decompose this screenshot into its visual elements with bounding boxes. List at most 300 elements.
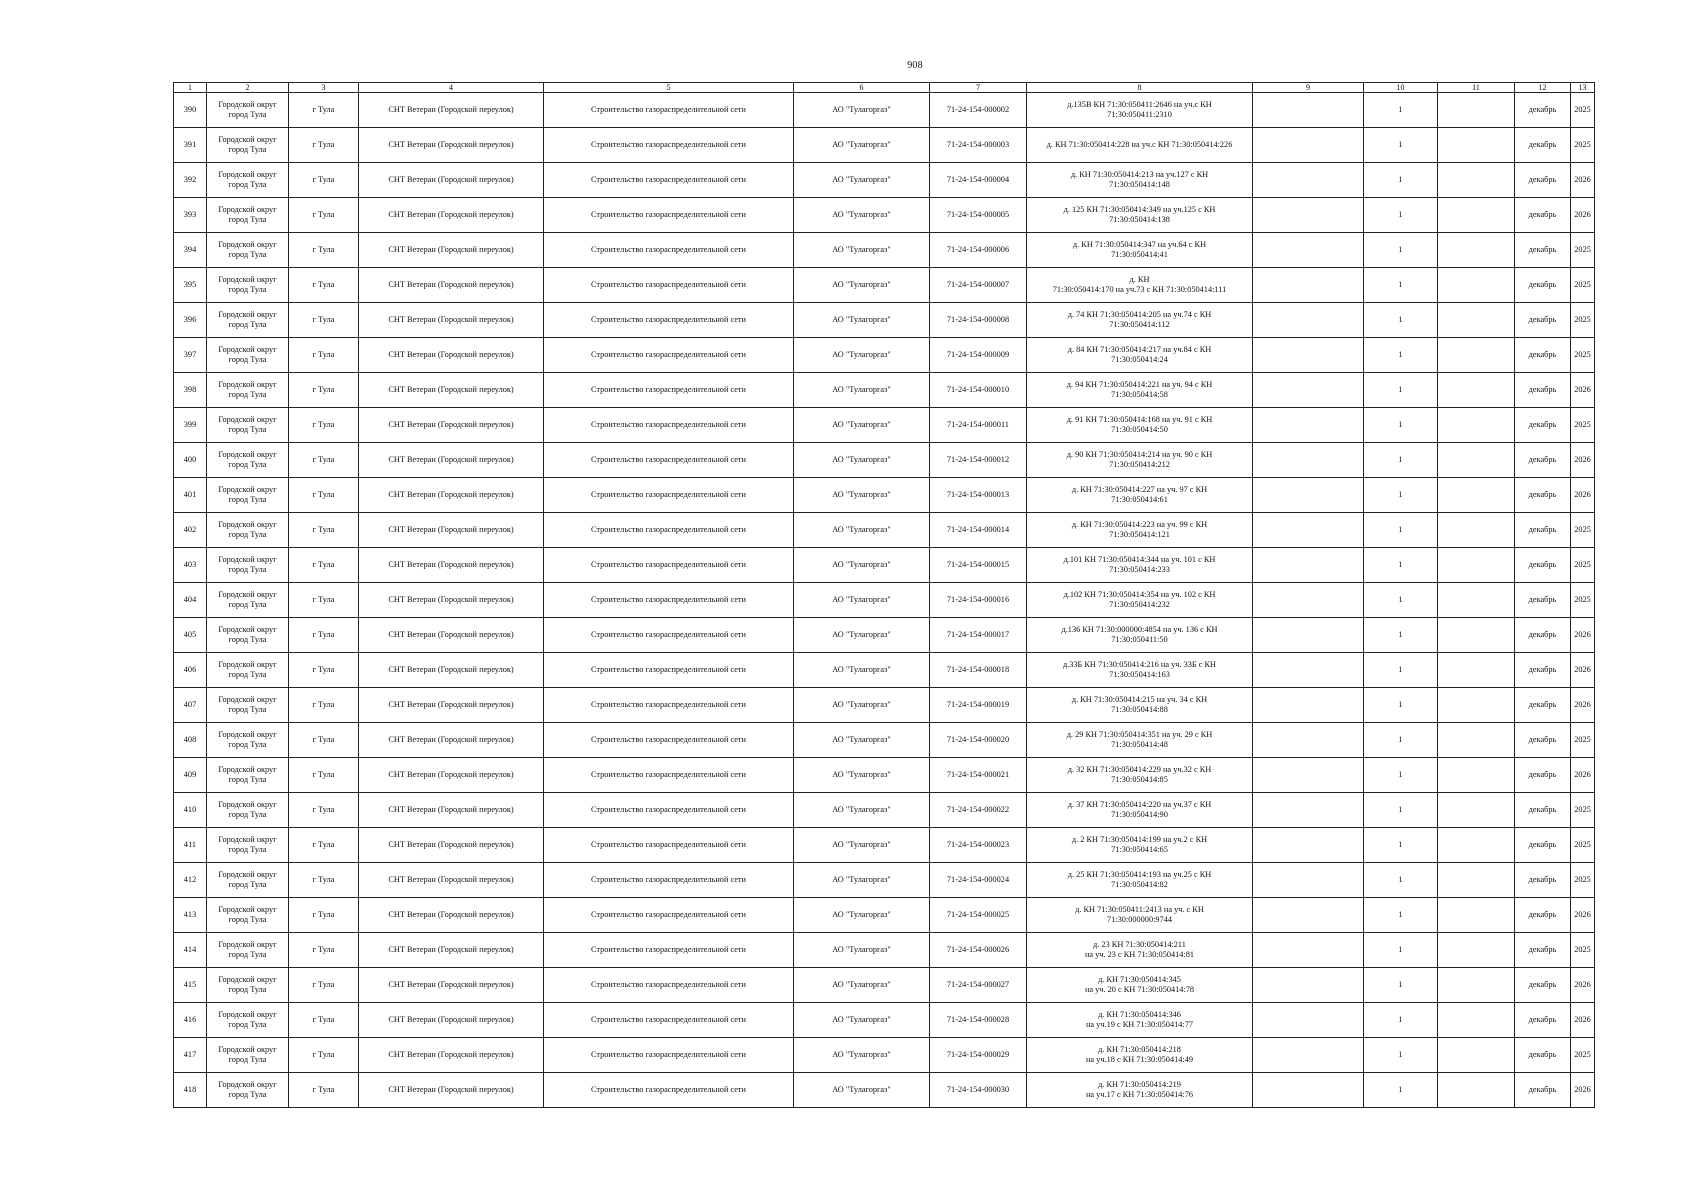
- district-line: город Тула: [228, 495, 267, 504]
- address: [1027, 758, 1253, 793]
- month-line: декабрь: [1528, 1050, 1557, 1059]
- work-description-line: Строительство газораспределительной сети: [590, 525, 746, 534]
- city-line: г Тула: [312, 175, 335, 184]
- address: [1027, 548, 1253, 583]
- location: [359, 513, 544, 548]
- district: [207, 898, 289, 933]
- location-line: СНТ Ветеран (Городской переулок): [388, 1015, 514, 1024]
- empty-col-11: [1438, 268, 1515, 303]
- object-code: [930, 723, 1027, 758]
- month: [1515, 373, 1571, 408]
- year-line: 2025: [1574, 1050, 1591, 1059]
- count: [1364, 828, 1438, 863]
- work-description-line: Строительство газораспределительной сети: [590, 875, 746, 884]
- address: [1027, 1073, 1253, 1108]
- year-line: 2025: [1574, 140, 1591, 149]
- header-cell-7: [930, 83, 1027, 93]
- district: [207, 723, 289, 758]
- empty-col-11: [1438, 863, 1515, 898]
- district-line: город Тула: [228, 250, 267, 259]
- address: [1027, 688, 1253, 723]
- empty-col-9: [1253, 1073, 1364, 1108]
- district-line: город Тула: [228, 425, 267, 434]
- company: [794, 828, 930, 863]
- month-line: декабрь: [1528, 525, 1557, 534]
- count-line: 1: [1398, 700, 1403, 709]
- count: [1364, 968, 1438, 1003]
- empty-col-11: [1438, 828, 1515, 863]
- work-description-line: Строительство газораспределительной сети: [590, 980, 746, 989]
- count-line: 1: [1398, 455, 1403, 464]
- company-line: АО "Тулагоргаз": [832, 245, 891, 254]
- address: [1027, 443, 1253, 478]
- row-number: [174, 898, 207, 933]
- object-code-line: 71-24-154-000021: [946, 770, 1010, 779]
- district: [207, 1003, 289, 1038]
- district-line: Городской округ: [218, 415, 277, 424]
- month-line: декабрь: [1528, 770, 1557, 779]
- month-line: декабрь: [1528, 595, 1557, 604]
- district-line: Городской округ: [218, 345, 277, 354]
- address-line: 71:30:050414:61: [1111, 495, 1168, 504]
- city-line: г Тула: [312, 350, 335, 359]
- row-number-line: 402: [183, 525, 197, 534]
- year-line: 2025: [1574, 280, 1591, 289]
- month: [1515, 933, 1571, 968]
- city: [289, 548, 359, 583]
- empty-col-11: [1438, 408, 1515, 443]
- company-line: АО "Тулагоргаз": [832, 105, 891, 114]
- district-line: Городской округ: [218, 1080, 277, 1089]
- address-line: д. 91 КН 71:30:050414:168 на уч. 91 с КН: [1066, 415, 1213, 424]
- address: [1027, 898, 1253, 933]
- row-number: [174, 373, 207, 408]
- location: [359, 373, 544, 408]
- address-line: 71:30:050414:163: [1109, 670, 1170, 679]
- company: [794, 688, 930, 723]
- district-line: Городской округ: [218, 135, 277, 144]
- district-line: Городской округ: [218, 765, 277, 774]
- row-number: [174, 408, 207, 443]
- table-row: [174, 653, 1595, 688]
- row-number-line: 403: [183, 560, 197, 569]
- object-code-line: 71-24-154-000007: [946, 280, 1010, 289]
- district: [207, 1073, 289, 1108]
- header-cell-5-line: 5: [666, 83, 671, 92]
- count: [1364, 268, 1438, 303]
- address-line: 71:30:050414:112: [1109, 320, 1170, 329]
- work-description-line: Строительство газораспределительной сети: [590, 140, 746, 149]
- work-description: [544, 198, 794, 233]
- object-code-line: 71-24-154-000023: [946, 840, 1010, 849]
- address-line: 71:30:050414:170 на уч.73 с КН 71:30:050414:111: [1052, 285, 1227, 294]
- header-cell-2-line: 2: [245, 83, 250, 92]
- work-description: [544, 373, 794, 408]
- object-code-line: 71-24-154-000028: [946, 1015, 1010, 1024]
- location-line: СНТ Ветеран (Городской переулок): [388, 840, 514, 849]
- row-number: [174, 1003, 207, 1038]
- row-number: [174, 1073, 207, 1108]
- row-number: [174, 443, 207, 478]
- work-description: [544, 758, 794, 793]
- table-row: [174, 933, 1595, 968]
- row-number-line: 390: [183, 105, 197, 114]
- city: [289, 793, 359, 828]
- location: [359, 583, 544, 618]
- work-description-line: Строительство газораспределительной сети: [590, 245, 746, 254]
- district-line: город Тула: [228, 1020, 267, 1029]
- row-number: [174, 198, 207, 233]
- empty-col-11: [1438, 898, 1515, 933]
- district-line: город Тула: [228, 460, 267, 469]
- month: [1515, 1003, 1571, 1038]
- year: [1571, 303, 1595, 338]
- address: [1027, 128, 1253, 163]
- year: [1571, 198, 1595, 233]
- row-number: [174, 1038, 207, 1073]
- year-line: 2026: [1574, 490, 1591, 499]
- city-line: г Тула: [312, 560, 335, 569]
- table-row: [174, 583, 1595, 618]
- company: [794, 1003, 930, 1038]
- district-line: город Тула: [228, 320, 267, 329]
- count: [1364, 233, 1438, 268]
- table-row: [174, 338, 1595, 373]
- city-line: г Тула: [312, 420, 335, 429]
- company-line: АО "Тулагоргаз": [832, 385, 891, 394]
- district-line: Городской округ: [218, 310, 277, 319]
- month: [1515, 128, 1571, 163]
- object-code-line: 71-24-154-000020: [946, 735, 1010, 744]
- object-code: [930, 583, 1027, 618]
- district-line: Городской округ: [218, 940, 277, 949]
- table-row: [174, 548, 1595, 583]
- table-row: [174, 688, 1595, 723]
- month-line: декабрь: [1528, 875, 1557, 884]
- district-line: город Тула: [228, 390, 267, 399]
- address-line: 71:30:050414:233: [1109, 565, 1170, 574]
- address-line: д. КН: [1129, 275, 1150, 284]
- district: [207, 478, 289, 513]
- row-number-line: 401: [183, 490, 197, 499]
- city: [289, 758, 359, 793]
- object-code-line: 71-24-154-000009: [946, 350, 1010, 359]
- work-description: [544, 408, 794, 443]
- address-line: д. 74 КН 71:30:050414:205 на уч.74 с КН: [1067, 310, 1212, 319]
- header-cell-9: [1253, 83, 1364, 93]
- object-code-line: 71-24-154-000014: [946, 525, 1010, 534]
- address-line: д.135В КН 71:30:050411:2646 на уч.с КН: [1067, 100, 1212, 109]
- count: [1364, 198, 1438, 233]
- city: [289, 303, 359, 338]
- table-row: [174, 408, 1595, 443]
- month-line: декабрь: [1528, 385, 1557, 394]
- city: [289, 968, 359, 1003]
- count: [1364, 583, 1438, 618]
- object-code: [930, 933, 1027, 968]
- district-line: Городской округ: [218, 975, 277, 984]
- empty-col-11: [1438, 548, 1515, 583]
- city-line: г Тула: [312, 735, 335, 744]
- empty-col-9: [1253, 653, 1364, 688]
- empty-col-11: [1438, 618, 1515, 653]
- address-line: д. КН 71:30:050414:227 на уч. 97 с КН: [1071, 485, 1208, 494]
- empty-col-9: [1253, 863, 1364, 898]
- work-description: [544, 338, 794, 373]
- year-line: 2025: [1574, 315, 1591, 324]
- month-line: декабрь: [1528, 1015, 1557, 1024]
- object-code-line: 71-24-154-000030: [946, 1085, 1010, 1094]
- empty-col-9: [1253, 1003, 1364, 1038]
- count: [1364, 863, 1438, 898]
- year: [1571, 93, 1595, 128]
- year-line: 2025: [1574, 875, 1591, 884]
- table-row: [174, 268, 1595, 303]
- month-line: декабрь: [1528, 315, 1557, 324]
- header-cell-7-line: 7: [976, 83, 980, 92]
- district-line: Городской округ: [218, 730, 277, 739]
- header-cell-5: [544, 83, 794, 93]
- address-line: д. 2 КН 71:30:050414:199 на уч.2 с КН: [1071, 835, 1208, 844]
- row-number-line: 418: [183, 1085, 197, 1094]
- address-line: д. 94 КН 71:30:050414:221 на уч. 94 с КН: [1066, 380, 1213, 389]
- location-line: СНТ Ветеран (Городской переулок): [388, 350, 514, 359]
- location: [359, 198, 544, 233]
- empty-col-9: [1253, 933, 1364, 968]
- empty-col-11: [1438, 793, 1515, 828]
- count-line: 1: [1398, 595, 1403, 604]
- work-description-line: Строительство газораспределительной сети: [590, 910, 746, 919]
- address-line: д. 25 КН 71:30:050414:193 на уч.25 с КН: [1067, 870, 1212, 879]
- month: [1515, 233, 1571, 268]
- address-line: 71:30:050414:138: [1109, 215, 1170, 224]
- district: [207, 163, 289, 198]
- district: [207, 548, 289, 583]
- address: [1027, 198, 1253, 233]
- company: [794, 618, 930, 653]
- location: [359, 933, 544, 968]
- row-number-line: 414: [183, 945, 197, 954]
- year-line: 2025: [1574, 420, 1591, 429]
- work-description: [544, 93, 794, 128]
- row-number: [174, 653, 207, 688]
- location: [359, 478, 544, 513]
- location-line: СНТ Ветеран (Городской переулок): [388, 980, 514, 989]
- district: [207, 688, 289, 723]
- work-description-line: Строительство газораспределительной сети: [590, 280, 746, 289]
- count: [1364, 1073, 1438, 1108]
- month: [1515, 268, 1571, 303]
- empty-col-9: [1253, 548, 1364, 583]
- count: [1364, 163, 1438, 198]
- location: [359, 688, 544, 723]
- year: [1571, 828, 1595, 863]
- work-description: [544, 478, 794, 513]
- district: [207, 793, 289, 828]
- city-line: г Тула: [312, 1015, 335, 1024]
- location: [359, 863, 544, 898]
- city: [289, 513, 359, 548]
- location-line: СНТ Ветеран (Городской переулок): [388, 945, 514, 954]
- district-line: Городской округ: [218, 450, 277, 459]
- location: [359, 268, 544, 303]
- district: [207, 758, 289, 793]
- district-line: город Тула: [228, 635, 267, 644]
- count: [1364, 793, 1438, 828]
- company-line: АО "Тулагоргаз": [832, 875, 891, 884]
- district-line: город Тула: [228, 600, 267, 609]
- month-line: декабрь: [1528, 280, 1557, 289]
- year: [1571, 898, 1595, 933]
- object-code-line: 71-24-154-000024: [946, 875, 1010, 884]
- address: [1027, 1038, 1253, 1073]
- empty-col-9: [1253, 828, 1364, 863]
- location-line: СНТ Ветеран (Городской переулок): [388, 1050, 514, 1059]
- row-number-line: 412: [183, 875, 197, 884]
- object-code-line: 71-24-154-000008: [946, 315, 1010, 324]
- empty-col-11: [1438, 233, 1515, 268]
- empty-col-11: [1438, 688, 1515, 723]
- object-code: [930, 198, 1027, 233]
- object-code: [930, 863, 1027, 898]
- object-code-line: 71-24-154-000022: [946, 805, 1010, 814]
- work-description: [544, 303, 794, 338]
- city-line: г Тула: [312, 840, 335, 849]
- count-line: 1: [1398, 280, 1403, 289]
- city: [289, 583, 359, 618]
- location-line: СНТ Ветеран (Городской переулок): [388, 385, 514, 394]
- header-cell-2: [207, 83, 289, 93]
- month-line: декабрь: [1528, 945, 1557, 954]
- work-description-line: Строительство газораспределительной сети: [590, 490, 746, 499]
- address: [1027, 618, 1253, 653]
- year-line: 2026: [1574, 770, 1591, 779]
- company-line: АО "Тулагоргаз": [832, 350, 891, 359]
- district: [207, 1038, 289, 1073]
- year-line: 2026: [1574, 455, 1591, 464]
- year: [1571, 268, 1595, 303]
- count-line: 1: [1398, 980, 1403, 989]
- address-line: д. 125 КН 71:30:050414:349 на уч.125 с КН: [1063, 205, 1216, 214]
- company: [794, 513, 930, 548]
- header-cell-11: [1438, 83, 1515, 93]
- work-description: [544, 968, 794, 1003]
- district: [207, 968, 289, 1003]
- header-cell-13: [1571, 83, 1595, 93]
- row-number: [174, 583, 207, 618]
- district-line: город Тула: [228, 1055, 267, 1064]
- work-description: [544, 233, 794, 268]
- row-number: [174, 618, 207, 653]
- row-number-line: 409: [183, 770, 197, 779]
- work-description: [544, 513, 794, 548]
- location: [359, 793, 544, 828]
- count: [1364, 373, 1438, 408]
- city: [289, 338, 359, 373]
- address-line: д. КН 71:30:050414:218: [1098, 1045, 1181, 1054]
- year-line: 2026: [1574, 910, 1591, 919]
- count: [1364, 653, 1438, 688]
- location-line: СНТ Ветеран (Городской переулок): [388, 280, 514, 289]
- company-line: АО "Тулагоргаз": [832, 665, 891, 674]
- count-line: 1: [1398, 490, 1403, 499]
- month-line: декабрь: [1528, 665, 1557, 674]
- table-row: [174, 198, 1595, 233]
- count: [1364, 443, 1438, 478]
- company: [794, 443, 930, 478]
- district-line: Городской округ: [218, 205, 277, 214]
- year: [1571, 758, 1595, 793]
- empty-col-9: [1253, 723, 1364, 758]
- address-line: на уч.18 с КН 71:30:050414:49: [1085, 1055, 1194, 1064]
- work-description: [544, 128, 794, 163]
- company: [794, 653, 930, 688]
- count-line: 1: [1398, 805, 1403, 814]
- company: [794, 548, 930, 583]
- year: [1571, 968, 1595, 1003]
- object-code: [930, 513, 1027, 548]
- district-line: Городской округ: [218, 870, 277, 879]
- address-line: на уч. 23 с КН 71:30:050414:81: [1084, 950, 1195, 959]
- count: [1364, 128, 1438, 163]
- month: [1515, 898, 1571, 933]
- city: [289, 443, 359, 478]
- company-line: АО "Тулагоргаз": [832, 735, 891, 744]
- address-line: на уч. 20 с КН 71:30:050414:78: [1084, 985, 1195, 994]
- year: [1571, 373, 1595, 408]
- address-line: 71:30:050414:50: [1111, 425, 1168, 434]
- company-line: АО "Тулагоргаз": [832, 455, 891, 464]
- address-line: 71:30:050414:85: [1111, 775, 1168, 784]
- location-line: СНТ Ветеран (Городской переулок): [388, 455, 514, 464]
- company-line: АО "Тулагоргаз": [832, 630, 891, 639]
- district-line: Городской округ: [218, 905, 277, 914]
- row-number-line: 407: [183, 700, 197, 709]
- month: [1515, 93, 1571, 128]
- address: [1027, 268, 1253, 303]
- district-line: город Тула: [228, 810, 267, 819]
- district: [207, 653, 289, 688]
- address: [1027, 163, 1253, 198]
- work-description: [544, 268, 794, 303]
- year-line: 2025: [1574, 735, 1591, 744]
- register-table: [173, 82, 1595, 1108]
- table-row: [174, 513, 1595, 548]
- company-line: АО "Тулагоргаз": [832, 1015, 891, 1024]
- table-row: [174, 93, 1595, 128]
- district-line: город Тула: [228, 145, 267, 154]
- count: [1364, 933, 1438, 968]
- month: [1515, 758, 1571, 793]
- district-line: город Тула: [228, 1090, 267, 1099]
- year-line: 2026: [1574, 1085, 1591, 1094]
- empty-col-9: [1253, 793, 1364, 828]
- row-number-line: 396: [183, 315, 197, 324]
- district-line: Городской округ: [218, 1045, 277, 1054]
- row-number-line: 417: [183, 1050, 197, 1059]
- city: [289, 863, 359, 898]
- district-line: город Тула: [228, 985, 267, 994]
- year-line: 2025: [1574, 595, 1591, 604]
- count: [1364, 723, 1438, 758]
- row-number-line: 416: [183, 1015, 197, 1024]
- year-line: 2025: [1574, 945, 1591, 954]
- row-number: [174, 128, 207, 163]
- work-description-line: Строительство газораспределительной сети: [590, 1015, 746, 1024]
- month: [1515, 548, 1571, 583]
- district-line: Городской округ: [218, 835, 277, 844]
- count: [1364, 618, 1438, 653]
